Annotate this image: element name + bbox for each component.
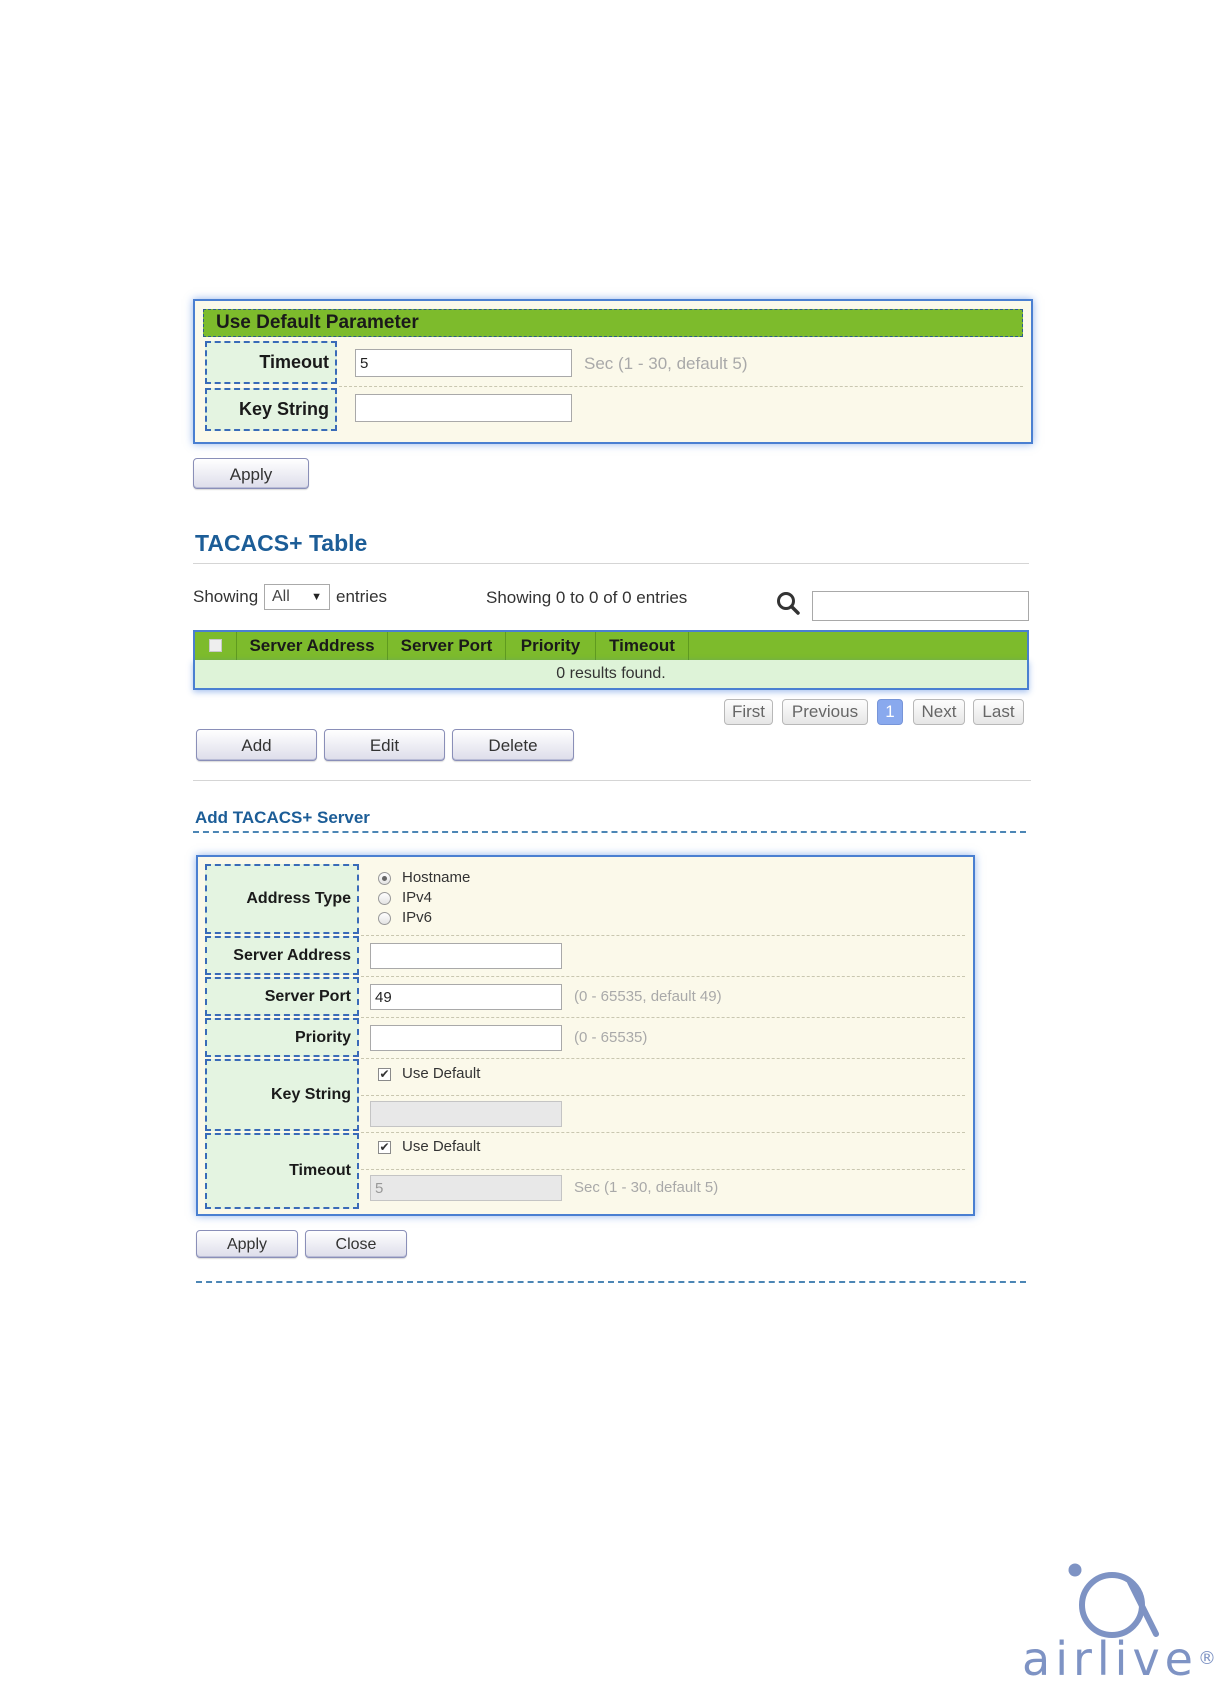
row-separator xyxy=(361,935,965,936)
ipv6-radio[interactable] xyxy=(378,912,391,925)
key-string-label: Key String xyxy=(205,388,337,431)
airlive-logo-text xyxy=(1022,1632,1221,1686)
timeout-use-default-checkbox[interactable]: ✔ xyxy=(379,1140,390,1154)
priority-label: Priority xyxy=(205,1018,359,1057)
timeout-hint: Sec (1 - 30, default 5) xyxy=(574,1179,719,1196)
key-use-default-checkbox[interactable]: ✔ xyxy=(379,1067,390,1081)
chevron-down-icon: ▼ xyxy=(311,591,322,603)
edit-button[interactable]: Edit xyxy=(324,729,445,761)
row-separator xyxy=(361,976,965,977)
timeout-label: Timeout xyxy=(205,1133,359,1209)
default-parameter-header: Use Default Parameter xyxy=(203,309,1023,337)
add-server-apply-button[interactable]: Apply xyxy=(196,1230,298,1258)
server-address-input[interactable] xyxy=(370,943,562,969)
timeout-input[interactable] xyxy=(355,349,572,377)
section-divider xyxy=(193,780,1031,781)
column-header[interactable]: Priority xyxy=(506,632,596,660)
table-summary: Showing 0 to 0 of 0 entries xyxy=(486,588,688,607)
timeout-use-default-label: Use Default xyxy=(402,1138,481,1155)
timeout-hint: Sec (1 - 30, default 5) xyxy=(584,354,748,373)
key-string-input[interactable] xyxy=(355,394,572,422)
ipv4-option-label: IPv4 xyxy=(402,889,433,906)
row-separator xyxy=(361,1095,965,1096)
bottom-dashed-divider xyxy=(196,1281,1026,1283)
showing-label: Showing xyxy=(193,587,259,606)
timeout-input[interactable] xyxy=(370,1175,562,1201)
default-apply-button[interactable]: Apply xyxy=(193,458,309,489)
add-button[interactable]: Add xyxy=(196,729,317,761)
key-string-input[interactable] xyxy=(370,1101,562,1127)
entries-select[interactable] xyxy=(264,584,330,610)
hostname-radio[interactable] xyxy=(378,872,391,885)
add-server-close-button[interactable]: Close xyxy=(305,1230,407,1258)
add-server-title: Add TACACS+ Server xyxy=(195,808,370,827)
page-number-button[interactable]: 1 xyxy=(877,699,903,725)
empty-results-row: 0 results found. xyxy=(193,660,1029,690)
priority-input[interactable] xyxy=(370,1025,562,1051)
first-page-button[interactable]: First xyxy=(724,699,773,725)
row-separator xyxy=(361,1132,965,1133)
title-divider xyxy=(193,563,1029,564)
key-use-default-label: Use Default xyxy=(402,1065,481,1082)
timeout-label: Timeout xyxy=(205,341,337,384)
airlive-logo-mark xyxy=(1060,1562,1170,1640)
select-all-cell xyxy=(195,632,237,660)
registered-mark-icon: ® xyxy=(1197,1648,1221,1669)
server-port-label: Server Port xyxy=(205,977,359,1016)
server-port-input[interactable] xyxy=(370,984,562,1010)
table-search-input[interactable] xyxy=(812,591,1029,621)
tacacs-table-title: TACACS+ Table xyxy=(195,530,368,556)
priority-hint: (0 - 65535) xyxy=(574,1029,648,1046)
ipv4-radio[interactable] xyxy=(378,892,391,905)
next-page-button[interactable]: Next xyxy=(913,699,965,725)
server-address-label: Server Address xyxy=(205,936,359,975)
add-server-panel xyxy=(196,855,975,1216)
table-header xyxy=(193,630,1029,660)
ipv6-option-label: IPv6 xyxy=(402,909,433,926)
row-separator xyxy=(339,386,1023,387)
column-header[interactable]: Server Port xyxy=(388,632,506,660)
key-string-label: Key String xyxy=(205,1059,359,1131)
entries-select-value: All xyxy=(272,588,290,605)
search-icon xyxy=(776,591,802,617)
logo-wordmark: airlive xyxy=(1022,1632,1198,1686)
column-header[interactable]: Timeout xyxy=(596,632,689,660)
entries-label: entries xyxy=(336,587,388,606)
delete-button[interactable]: Delete xyxy=(452,729,574,761)
row-separator xyxy=(361,1169,965,1170)
hostname-option-label: Hostname xyxy=(402,869,471,886)
column-header[interactable]: Server Address xyxy=(237,632,388,660)
last-page-button[interactable]: Last xyxy=(973,699,1024,725)
row-separator xyxy=(361,1017,965,1018)
server-port-hint: (0 - 65535, default 49) xyxy=(574,988,722,1005)
title-dashed-underline xyxy=(193,831,1026,833)
row-separator xyxy=(361,1058,965,1059)
default-parameter-panel xyxy=(193,299,1033,444)
address-type-label: Address Type xyxy=(205,864,359,934)
previous-page-button[interactable]: Previous xyxy=(782,699,868,725)
select-all-checkbox[interactable] xyxy=(209,639,222,652)
